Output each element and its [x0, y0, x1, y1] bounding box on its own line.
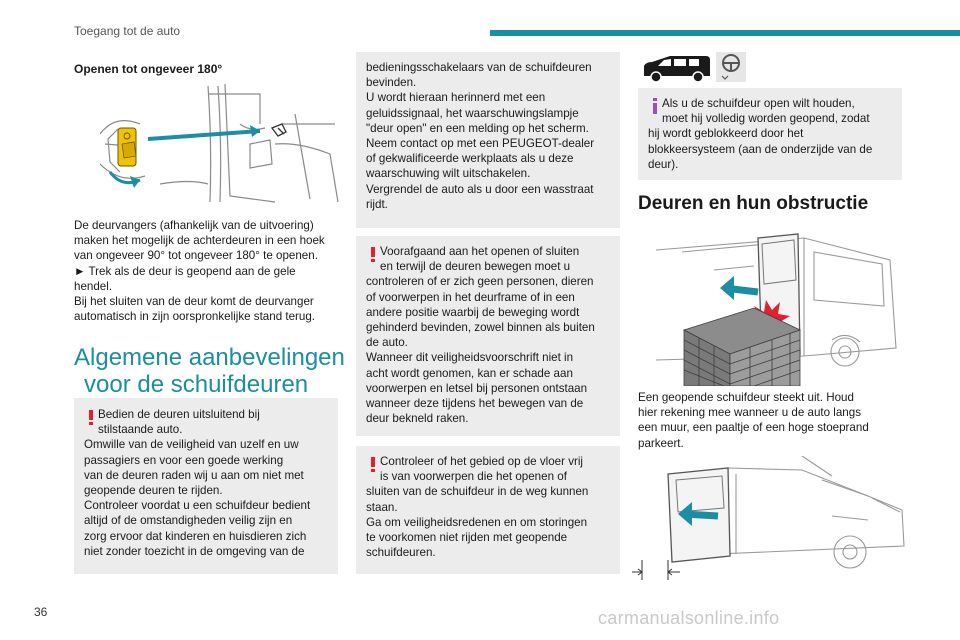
text-line: ► Trek als de deur is geopend aan de gele [74, 264, 296, 278]
text-line: is van voorwerpen die het openen of [380, 470, 567, 484]
text-line: bedieningsschakelaars van de schuifdeuren [366, 61, 592, 74]
running-header: Toegang tot de auto [74, 24, 181, 38]
text-line: deur). [648, 157, 679, 171]
text-line: gehinderd bevinden, zowel binnen als buiten [366, 321, 595, 335]
warning-box-continued [356, 52, 620, 228]
header-accent-bar [490, 30, 960, 36]
text-line: maken het mogelijk de achterdeuren in een hoek [74, 234, 325, 248]
text-line: staan. [366, 500, 398, 514]
text-line: wanneer deze tijdens het bewegen van de [366, 397, 584, 411]
text-line: de auto. [366, 336, 408, 350]
section-title-line-2: voor de schuifdeuren [84, 371, 309, 398]
heading-text: Openen tot ongeveer 180° [74, 62, 223, 76]
text-line: zorg ervoor dat kinderen en huisdieren zich [84, 529, 307, 543]
section-heading-opening-180 [74, 62, 222, 77]
text-line: Voorafgaand aan het openen of sluiten [380, 245, 580, 258]
text-line: Controleer voordat u een schuifdeur bedient [84, 499, 311, 513]
text-line: Bedien de deuren uitsluitend bij [98, 408, 260, 421]
text-line: altijd of de omstandigheden veilig zijn en [84, 514, 293, 528]
text-line: of voorwerpen in het deurframe of in een [366, 290, 575, 304]
text-line: automatisch in zijn oorspronkelijke stand terug. [74, 310, 316, 324]
info-box-keep-open [638, 88, 902, 180]
text-line: hendel. [74, 279, 113, 293]
text-line: en terwijl de deuren bewegen moet u [380, 260, 571, 274]
section-heading-obstruction: Deuren en hun obstructie [638, 193, 869, 214]
section-title-line-1: Algemene aanbevelingen [74, 344, 345, 371]
text-line: Vergrendel de auto als u door een wasstraat [366, 182, 594, 196]
text-line: van ongeveer 90° tot ongeveer 180° te openen. [74, 249, 318, 263]
text-line: hier rekening mee wanneer u de auto langs [638, 406, 862, 420]
text-line: schuifdeuren. [366, 546, 436, 560]
text-line: Neem contact op met een PEUGEOT-dealer [366, 137, 595, 151]
text-line: waarschuwing wilt uitschakelen. [366, 167, 531, 181]
door-catch-illustration [100, 84, 340, 204]
text-line: een muur, een paaltje of een hoge stoeprand [638, 421, 869, 435]
text-line: geopende deuren te rijden. [84, 484, 223, 498]
text-line: voorwerpen en letsel bij personen ontstaan [366, 381, 588, 395]
text-line: Controleer of het gebied op de vloer vrij [380, 455, 584, 468]
text-line: Ga om veiligheidsredenen en om storingen [366, 515, 588, 529]
text-line: moet hij volledig worden geopend, zodat [662, 112, 870, 126]
warning-box-before-opening [356, 236, 620, 436]
text-line: te voorkomen niet rijden met geopende [366, 531, 568, 545]
text-line: Als u de schuifdeur open wilt houden, [662, 97, 855, 110]
text-line: geluidssignaal, het waarschuwingslampje [366, 106, 579, 120]
text-line: "deur open" en een melding op het scherm. [366, 121, 589, 135]
text-line: controleren of er zich geen personen, dieren [366, 275, 594, 289]
sliding-door-wall-illustration [654, 230, 900, 386]
text-line: rijdt. [366, 197, 388, 211]
door-catch-paragraph [74, 218, 325, 324]
watermark: carmanualsonline.info [598, 608, 780, 628]
text-line: bevinden. [366, 76, 417, 90]
warning-box-floor [356, 446, 620, 574]
text-line: parkeert. [638, 436, 684, 450]
text-line: niet zonder toezicht in de omgeving van de [84, 544, 305, 558]
sliding-door-clearance-illustration [632, 456, 908, 582]
text-line: De deurvangers (afhankelijk van de uitvoering) [74, 219, 314, 232]
text-line: passagiers en voor een goede werking [84, 453, 284, 467]
section-title-sliding-doors [74, 344, 345, 398]
steering-wheel-icon [716, 52, 746, 82]
text-line: U wordt hieraan herinnerd met een [366, 91, 546, 105]
text-line: Een geopende schuifdeur steekt uit. Houd [638, 391, 854, 404]
text-line: blokkeersysteem (aan de onderzijde van de [648, 142, 873, 156]
text-line: sluiten van de schuifdeur in de weg kunnen [366, 485, 589, 499]
text-line: of gekwalificeerde werkplaats als u deze [366, 152, 574, 166]
text-line: Bij het sluiten van de deur komt de deurvanger [74, 295, 314, 309]
text-line: acht wordt genomen, kan er schade aan [366, 366, 573, 380]
page-number: 36 [34, 605, 48, 619]
text-line: stilstaande auto. [98, 423, 183, 437]
text-line: deur bekneld raken. [366, 412, 469, 426]
obstruction-paragraph [638, 390, 869, 451]
text-line: Wanneer dit veiligheidsvoorschrift niet in [366, 351, 574, 365]
warning-box-general [74, 398, 338, 574]
text-line: andere positie waarbij de beweging wordt [366, 305, 580, 319]
text-line: hij wordt geblokkeerd door het [648, 127, 804, 141]
text-line: Omwille van de veiligheid van uzelf en uw [84, 438, 299, 452]
text-line: van de deuren raden wij u aan om niet met [84, 468, 304, 482]
